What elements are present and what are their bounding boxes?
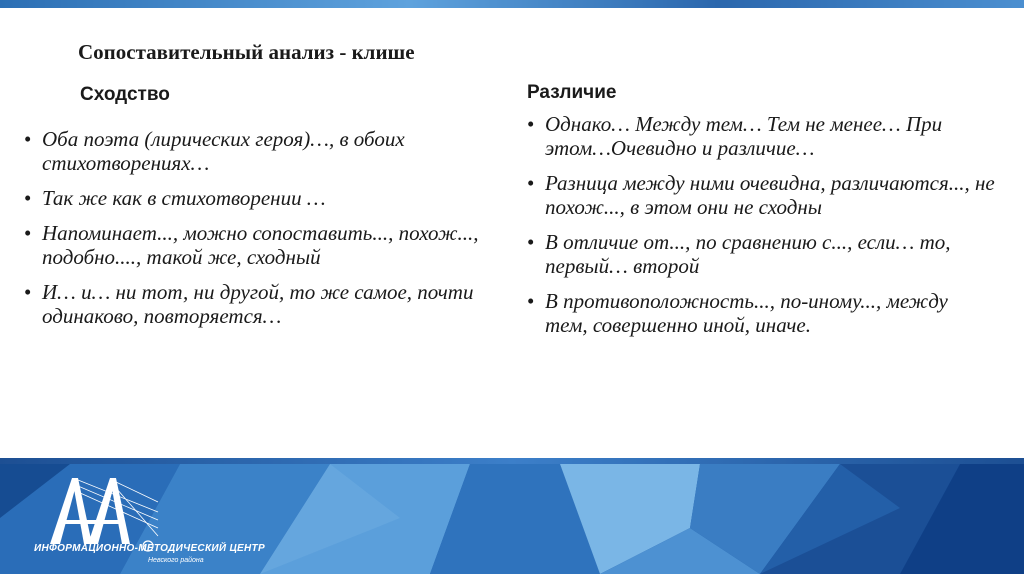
bullet-icon: • [527, 112, 535, 136]
list-item [22, 127, 502, 175]
list-item-text: Напоминает..., можно сопоставить..., похож..., подобно...., такой же, сходный [42, 221, 479, 269]
list-item [525, 230, 995, 278]
list-item [22, 280, 502, 328]
bullet-icon: • [527, 289, 535, 313]
list-item-text: Разница между ними очевидна, различаются..., не похож..., в этом они не сходны [545, 171, 995, 219]
list-item-text: В отличие от..., по сравнению с..., если… то, первый… второй [545, 230, 951, 278]
bullet-icon: • [24, 221, 32, 245]
bullet-icon: • [24, 186, 32, 210]
bullet-icon: • [527, 171, 535, 195]
slide-title: Сопоставительный анализ - клише [78, 40, 415, 64]
list-item [525, 171, 995, 219]
footer-banner [0, 458, 1024, 574]
logo-bridge-icon [40, 472, 160, 552]
list-item-text: Так же как в стихотворении … [42, 186, 326, 210]
difference-heading: Различие [527, 82, 617, 103]
bullet-icon: • [24, 127, 32, 151]
bullet-icon: • [527, 230, 535, 254]
logo-title: ИНФОРМАЦИОННО-МЕТОДИЧЕСКИЙ ЦЕНТР [34, 543, 265, 554]
difference-list [525, 112, 995, 348]
top-decor-band [0, 0, 1024, 8]
list-item [525, 112, 995, 160]
footer-top-line [0, 458, 1024, 464]
bullet-icon: • [24, 280, 32, 304]
list-item-text: Однако… Между тем… Тем не менее… При этом…Очевидно и различие… [545, 112, 943, 160]
similarity-list [22, 127, 502, 339]
list-item-text: В противоположность..., по-иному..., между тем, совершенно иной, иначе. [545, 289, 948, 337]
list-item [525, 289, 995, 337]
list-item-text: Оба поэта (лирических героя)…, в обоих стихотворениях… [42, 127, 405, 175]
list-item [22, 221, 502, 269]
similarity-heading: Сходство [80, 84, 170, 105]
list-item-text: И… и… ни тот, ни другой, то же самое, почти одинаково, повторяется… [42, 280, 474, 328]
list-item [22, 186, 502, 210]
logo-subtitle: Невского района [148, 557, 204, 564]
